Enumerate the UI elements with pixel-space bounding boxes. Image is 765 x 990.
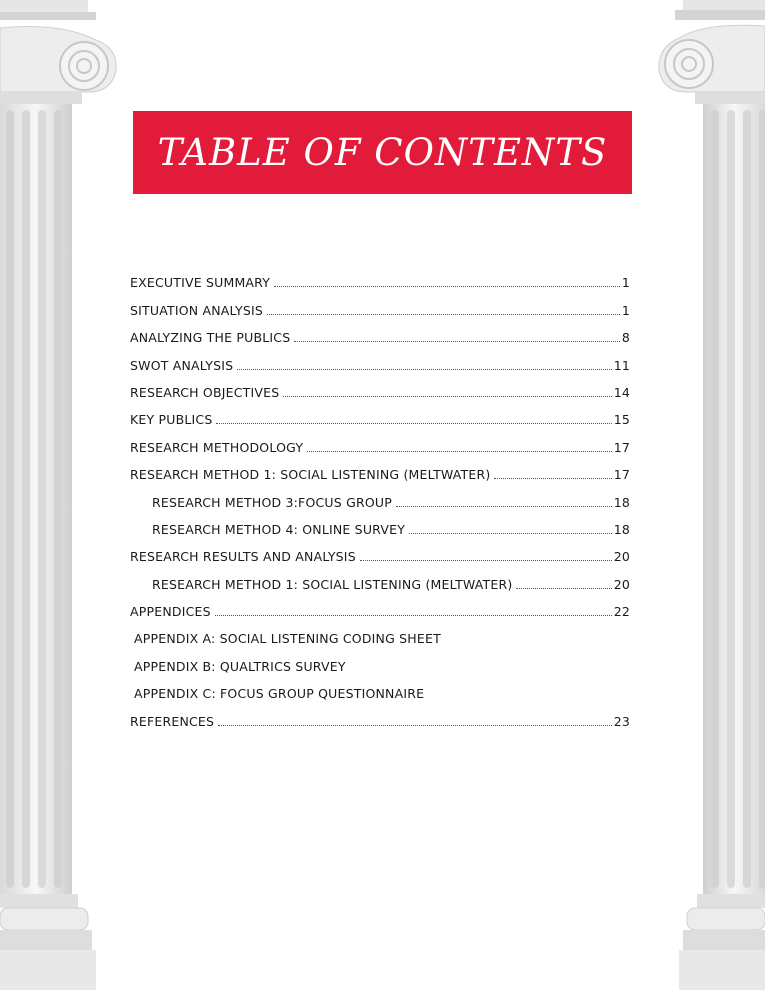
toc-entry[interactable]: [130, 400, 630, 427]
title-banner: [133, 111, 632, 194]
page-title: TABLE OF CONTENTS: [157, 131, 608, 174]
left-column-illustration: [0, 0, 120, 990]
toc-entry[interactable]: [130, 701, 630, 728]
toc-leader-dots: [274, 285, 620, 287]
right-column-illustration: [655, 0, 765, 990]
toc-entry-label: RESEARCH OBJECTIVES: [130, 384, 280, 400]
toc-entry-label: APPENDIX A: SOCIAL LISTENING CODING SHEET: [134, 631, 441, 647]
toc-leader-dots: [216, 422, 611, 424]
toc-leader-dots: [215, 614, 612, 616]
toc-leader-dots: [294, 340, 620, 342]
toc-page-number: 17: [613, 467, 630, 483]
toc-page-number: 20: [613, 549, 630, 565]
toc-leader-dots: [360, 559, 612, 561]
toc-entry-label: RESEARCH METHOD 1: SOCIAL LISTENING (MELTWATER): [152, 576, 513, 592]
toc-entry[interactable]: [130, 564, 630, 591]
toc-leader-dots: [409, 532, 612, 534]
toc-entry-label: SWOT ANALYSIS: [130, 357, 234, 373]
toc-page-number: 1: [621, 275, 630, 291]
toc-entry-label: RESEARCH METHOD 4: ONLINE SURVEY: [152, 521, 406, 537]
toc-entry-label: ANALYZING THE PUBLICS: [130, 330, 291, 346]
toc-page-number: 14: [613, 384, 630, 400]
toc-entry-label: APPENDICES: [130, 604, 211, 620]
toc-leader-dots: [267, 313, 620, 315]
toc-entry[interactable]: [130, 318, 630, 345]
table-of-contents: [130, 263, 630, 729]
toc-entry-label: KEY PUBLICS: [130, 412, 213, 428]
toc-page-number: 23: [613, 713, 630, 729]
toc-entry[interactable]: [130, 482, 630, 509]
toc-page-number: 11: [613, 357, 630, 373]
toc-entry-label: RESEARCH METHOD 1: SOCIAL LISTENING (MELTWATER): [130, 467, 491, 483]
toc-leader-dots: [283, 395, 611, 397]
toc-entry-label: EXECUTIVE SUMMARY: [130, 275, 271, 291]
toc-entry-label: APPENDIX B: QUALTRICS SURVEY: [134, 658, 346, 674]
toc-leader-dots: [516, 587, 611, 589]
toc-entry[interactable]: [130, 263, 630, 290]
toc-entry[interactable]: [130, 592, 630, 619]
toc-leader-dots: [494, 477, 611, 479]
toc-entry[interactable]: [130, 373, 630, 400]
toc-page-number: 18: [613, 494, 630, 510]
toc-page-number: 15: [613, 412, 630, 428]
toc-page-number: 17: [613, 439, 630, 455]
toc-page-number: 22: [613, 604, 630, 620]
toc-entry[interactable]: [130, 619, 630, 646]
toc-entry-label: RESEARCH RESULTS AND ANALYSIS: [130, 549, 356, 565]
toc-leader-dots: [218, 724, 612, 726]
toc-entry[interactable]: [130, 537, 630, 564]
toc-entry-label: SITUATION ANALYSIS: [130, 302, 264, 318]
toc-entry[interactable]: [130, 427, 630, 454]
toc-entry-label: RESEARCH METHODOLOGY: [130, 439, 304, 455]
toc-entry[interactable]: [130, 510, 630, 537]
toc-entry[interactable]: [130, 345, 630, 372]
toc-page-number: 1: [621, 302, 630, 318]
toc-leader-dots: [237, 368, 611, 370]
toc-entry[interactable]: [130, 455, 630, 482]
toc-page-number: 20: [613, 576, 630, 592]
toc-entry[interactable]: [130, 646, 630, 673]
toc-entry[interactable]: [130, 290, 630, 317]
toc-page-number: 8: [621, 330, 630, 346]
toc-leader-dots: [307, 450, 611, 452]
toc-entry-label: APPENDIX C: FOCUS GROUP QUESTIONNAIRE: [134, 686, 425, 702]
toc-entry-label: REFERENCES: [130, 713, 215, 729]
toc-page-number: 18: [613, 521, 630, 537]
toc-entry-label: RESEARCH METHOD 3:FOCUS GROUP: [152, 494, 392, 510]
toc-entry[interactable]: [130, 674, 630, 701]
toc-leader-dots: [396, 505, 612, 507]
